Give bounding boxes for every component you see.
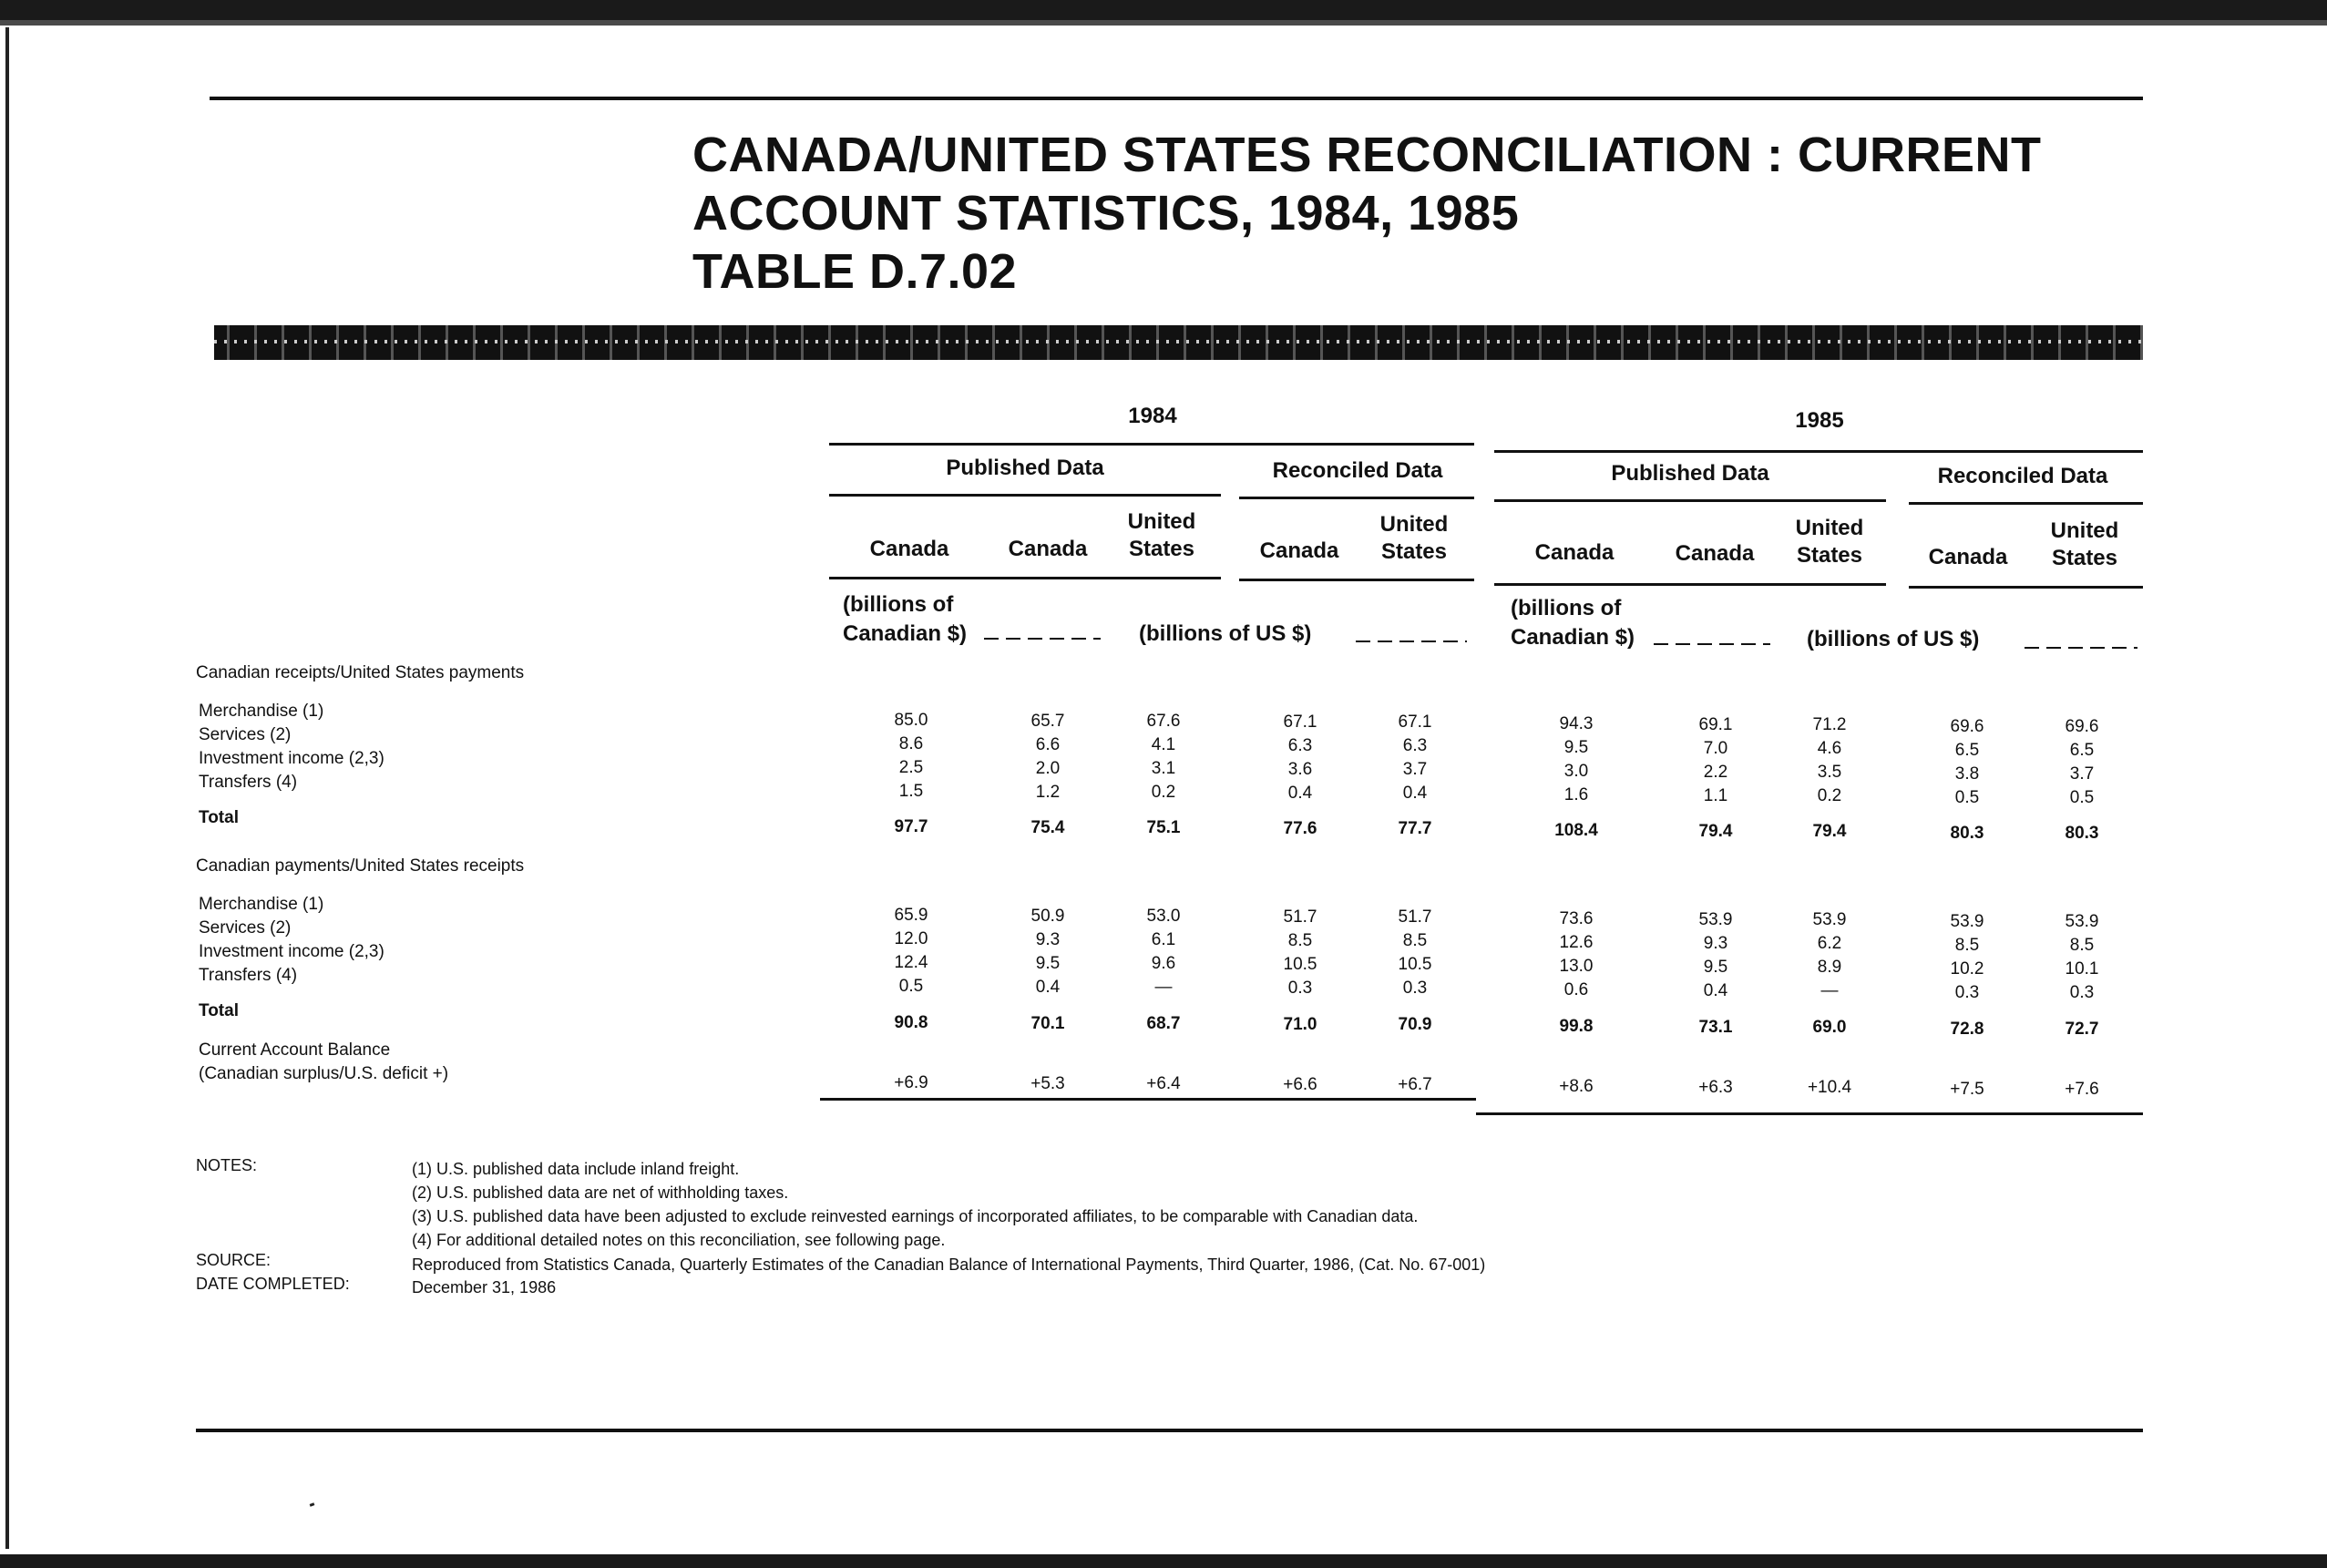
transfers-cell: 0.6 — [1563, 980, 1589, 999]
investment-income-cell: 2.0 — [1035, 759, 1061, 778]
services-cell: 6.6 — [1035, 735, 1061, 754]
merchandise-cell: 67.1 — [1398, 712, 1432, 732]
page-title — [692, 126, 2041, 301]
merchandise-cell: 94.3 — [1559, 714, 1594, 733]
title-line-1: CANADA/UNITED STATES RECONCILIATION : CURRENT — [692, 128, 2042, 182]
transfers-cell: 0.5 — [2069, 788, 2095, 807]
row-label-services: Services (2) — [199, 725, 292, 744]
row-label-transfers: Transfers (4) — [199, 966, 298, 985]
transfers-cell: — — [1820, 981, 1839, 1000]
scan-border-top — [0, 0, 2327, 20]
year-header-1985: 1985 — [1795, 408, 1844, 433]
row-label-investment-income: Investment income (2,3) — [199, 942, 384, 961]
services-cell: 8.6 — [898, 734, 924, 753]
services-cell: 8.5 — [2069, 936, 2095, 955]
group-header-published-1985: Published Data — [1611, 461, 1769, 486]
transfers-cell: 0.3 — [1402, 979, 1428, 998]
group-header-published-1984: Published Data — [946, 456, 1104, 480]
investment-income-cell: 3.1 — [1151, 759, 1176, 778]
total-cell: 90.8 — [894, 1013, 928, 1032]
note-3: (3) U.S. published data have been adjusted to exclude reinvested earnings of incorporated affiliates, to be comparable with Canadian data. — [412, 1207, 1419, 1225]
col-header-9: Canada — [1928, 545, 2008, 569]
section-receipts: Canadian receipts/United States payments — [196, 663, 525, 682]
date-text: December 31, 1986 — [412, 1278, 557, 1296]
col-header-4: Canada — [1259, 538, 1339, 563]
row-label-transfers: Transfers (4) — [199, 773, 298, 792]
group-rule-reconciled-1985 — [1909, 502, 2143, 505]
total-cell: 79.4 — [1698, 822, 1733, 841]
total-cell: 69.0 — [1812, 1018, 1847, 1037]
row-label-investment-income: Investment income (2,3) — [199, 749, 384, 768]
col-header-1: Canada — [869, 537, 949, 561]
services-cell: 8.5 — [1287, 931, 1313, 950]
services-cell: 8.5 — [1402, 931, 1428, 950]
transfers-cell: 1.5 — [898, 782, 924, 801]
transfers-cell: 0.3 — [1954, 983, 1980, 1002]
scan-border-bottom — [0, 1554, 2327, 1568]
investment-income-cell: 10.5 — [1398, 955, 1432, 974]
group-rule-published-1985 — [1494, 499, 1886, 502]
total-cell: 80.3 — [1950, 824, 1984, 843]
balance-cell: +5.3 — [1030, 1074, 1065, 1093]
col-header-3: United States — [1127, 509, 1196, 561]
col-header-10: United States — [2050, 518, 2119, 570]
total-cell: 77.7 — [1398, 819, 1432, 838]
transfers-cell: 1.2 — [1035, 783, 1061, 802]
services-cell: 9.3 — [1703, 934, 1728, 953]
merchandise-cell: 73.6 — [1559, 909, 1594, 928]
investment-income-cell: 2.5 — [898, 758, 924, 777]
group-header-reconciled-1985: Reconciled Data — [1937, 464, 2108, 488]
row-label-services: Services (2) — [199, 918, 292, 938]
unit-dash-1985-a — [1654, 643, 1770, 645]
note-4: (4) For additional detailed notes on this reconciliation, see following page. — [412, 1231, 946, 1249]
row-label-total: Total — [199, 1001, 239, 1020]
total-cell: 80.3 — [2065, 824, 2099, 843]
investment-income-cell: 9.5 — [1035, 954, 1061, 973]
total-cell: 70.1 — [1030, 1014, 1065, 1033]
col-rule-1985-b — [1909, 586, 2143, 589]
scan-speck — [310, 1502, 315, 1507]
total-cell: 70.9 — [1398, 1015, 1432, 1034]
investment-income-cell: 2.2 — [1703, 763, 1728, 782]
scan-border-left — [5, 27, 9, 1549]
unit-canadian-1984: (billions of Canadian $) — [843, 592, 968, 646]
bottom-rule — [196, 1429, 2143, 1432]
investment-income-cell: 8.9 — [1817, 958, 1842, 977]
services-cell: 12.0 — [894, 929, 928, 948]
merchandise-cell: 85.0 — [894, 711, 928, 730]
total-cell: 77.6 — [1283, 819, 1317, 838]
investment-income-cell: 9.6 — [1151, 954, 1176, 973]
col-header-5: United States — [1379, 512, 1449, 564]
scan-border-top-inner — [0, 20, 2327, 26]
investment-income-cell: 3.0 — [1563, 762, 1589, 781]
total-cell: 79.4 — [1812, 822, 1847, 841]
investment-income-cell: 3.6 — [1287, 760, 1313, 779]
col-rule-1984-a — [829, 577, 1221, 579]
source-text: Reproduced from Statistics Canada, Quarterly Estimates of the Canadian Balance of International Payments, Third Quarter, 1986, (Cat. No. 67-001) — [412, 1255, 1486, 1274]
col-header-6: Canada — [1534, 540, 1615, 565]
year-header-1984: 1984 — [1128, 404, 1177, 428]
section-payments: Canadian payments/United States receipts — [196, 856, 525, 876]
col-rule-1985-a — [1494, 583, 1886, 586]
transfers-cell: 0.4 — [1035, 978, 1061, 997]
transfers-cell: 0.3 — [2069, 983, 2095, 1002]
merchandise-cell: 51.7 — [1398, 907, 1432, 927]
services-cell: 4.1 — [1151, 735, 1176, 754]
merchandise-cell: 69.6 — [2065, 717, 2099, 736]
balance-cell: +6.6 — [1283, 1075, 1317, 1094]
decorative-bar — [214, 325, 2143, 360]
row-label-merchandise: Merchandise (1) — [199, 702, 324, 721]
unit-canadian-1985: (billions of Canadian $) — [1511, 596, 1635, 650]
transfers-cell: 0.5 — [898, 977, 924, 996]
note-2: (2) U.S. published data are net of withholding taxes. — [412, 1184, 789, 1202]
total-cell: 99.8 — [1559, 1017, 1594, 1036]
transfers-cell: 0.4 — [1402, 784, 1428, 803]
services-cell: 7.0 — [1703, 739, 1728, 758]
total-cell: 73.1 — [1698, 1018, 1733, 1037]
merchandise-cell: 71.2 — [1812, 715, 1847, 734]
investment-income-cell: 3.7 — [1402, 760, 1428, 779]
services-cell: 6.5 — [1954, 741, 1980, 760]
unit-us-1985: (billions of US $) — [1807, 627, 1980, 651]
services-cell: 6.3 — [1402, 736, 1428, 755]
services-cell: 6.2 — [1817, 934, 1842, 953]
merchandise-cell: 53.9 — [1950, 912, 1984, 931]
total-cell: 68.7 — [1146, 1014, 1181, 1033]
transfers-cell: 0.3 — [1287, 979, 1313, 998]
services-cell: 6.1 — [1151, 930, 1176, 949]
row-label-merchandise: Merchandise (1) — [199, 895, 324, 914]
row-label-total: Total — [199, 808, 239, 827]
merchandise-cell: 69.1 — [1698, 715, 1733, 734]
transfers-cell: — — [1154, 978, 1173, 997]
total-cell: 72.7 — [2065, 1020, 2099, 1039]
year-rule-1984 — [829, 443, 1474, 446]
investment-income-cell: 10.5 — [1283, 955, 1317, 974]
date-label: DATE COMPLETED: — [196, 1275, 350, 1293]
total-cell: 71.0 — [1283, 1015, 1317, 1034]
top-rule — [210, 97, 2143, 100]
investment-income-cell: 9.5 — [1703, 958, 1728, 977]
services-cell: 9.3 — [1035, 930, 1061, 949]
investment-income-cell: 10.2 — [1950, 959, 1984, 979]
total-cell: 75.4 — [1030, 818, 1065, 837]
investment-income-cell: 12.4 — [894, 953, 928, 972]
row-label-balance: Current Account Balance — [199, 1040, 391, 1060]
row-label-balance-note: (Canadian surplus/U.S. deficit +) — [199, 1064, 449, 1083]
merchandise-cell: 51.7 — [1283, 907, 1317, 927]
group-rule-published-1984 — [829, 494, 1221, 497]
balance-cell: +7.5 — [1950, 1080, 1984, 1099]
balance-cell: +6.3 — [1698, 1078, 1733, 1097]
table-bottom-rule-1985 — [1476, 1112, 2143, 1115]
merchandise-cell: 65.7 — [1030, 712, 1065, 731]
notes-label: NOTES: — [196, 1156, 258, 1174]
services-cell: 6.3 — [1287, 736, 1313, 755]
services-cell: 12.6 — [1559, 933, 1594, 952]
merchandise-cell: 67.6 — [1146, 712, 1181, 731]
unit-dash-1984-b — [1356, 641, 1467, 642]
balance-cell: +6.7 — [1398, 1075, 1432, 1094]
total-cell: 75.1 — [1146, 818, 1181, 837]
balance-cell: +8.6 — [1559, 1077, 1594, 1096]
unit-us-1984: (billions of US $) — [1139, 621, 1312, 646]
balance-cell: +7.6 — [2065, 1080, 2099, 1099]
merchandise-cell: 50.9 — [1030, 907, 1065, 926]
col-header-7: Canada — [1675, 541, 1755, 566]
total-cell: 108.4 — [1554, 821, 1598, 840]
year-rule-1985 — [1494, 450, 2143, 453]
merchandise-cell: 67.1 — [1283, 712, 1317, 732]
services-cell: 4.6 — [1817, 739, 1842, 758]
services-cell: 6.5 — [2069, 741, 2095, 760]
group-rule-reconciled-1984 — [1239, 497, 1474, 499]
source-label: SOURCE: — [196, 1251, 272, 1269]
investment-income-cell: 13.0 — [1559, 957, 1594, 976]
balance-cell: +10.4 — [1807, 1078, 1852, 1097]
transfers-cell: 0.4 — [1703, 981, 1728, 1000]
table-bottom-rule-1984 — [820, 1098, 1476, 1101]
investment-income-cell: 3.8 — [1954, 764, 1980, 784]
total-cell: 97.7 — [894, 817, 928, 836]
title-line-2: ACCOUNT STATISTICS, 1984, 1985 — [692, 186, 1520, 241]
note-1: (1) U.S. published data include inland freight. — [412, 1160, 740, 1178]
transfers-cell: 0.2 — [1151, 783, 1176, 802]
balance-cell: +6.4 — [1146, 1074, 1181, 1093]
merchandise-cell: 53.9 — [1698, 910, 1733, 929]
merchandise-cell: 53.9 — [1812, 910, 1847, 929]
unit-dash-1985-b — [2025, 647, 2137, 649]
unit-dash-1984-a — [984, 638, 1101, 640]
investment-income-cell: 3.5 — [1817, 763, 1842, 782]
transfers-cell: 1.1 — [1703, 786, 1728, 805]
merchandise-cell: 69.6 — [1950, 717, 1984, 736]
title-line-3: TABLE D.7.02 — [692, 244, 1018, 299]
merchandise-cell: 65.9 — [894, 906, 928, 925]
transfers-cell: 0.5 — [1954, 788, 1980, 807]
col-header-8: United States — [1795, 516, 1864, 568]
balance-cell: +6.9 — [894, 1073, 928, 1092]
services-cell: 9.5 — [1563, 738, 1589, 757]
investment-income-cell: 10.1 — [2065, 959, 2099, 979]
transfers-cell: 0.4 — [1287, 784, 1313, 803]
col-rule-1984-b — [1239, 579, 1474, 581]
total-cell: 72.8 — [1950, 1020, 1984, 1039]
services-cell: 8.5 — [1954, 936, 1980, 955]
col-header-2: Canada — [1008, 537, 1088, 561]
investment-income-cell: 3.7 — [2069, 764, 2095, 784]
merchandise-cell: 53.0 — [1146, 907, 1181, 926]
merchandise-cell: 53.9 — [2065, 912, 2099, 931]
group-header-reconciled-1984: Reconciled Data — [1272, 458, 1443, 483]
transfers-cell: 1.6 — [1563, 785, 1589, 804]
transfers-cell: 0.2 — [1817, 786, 1842, 805]
